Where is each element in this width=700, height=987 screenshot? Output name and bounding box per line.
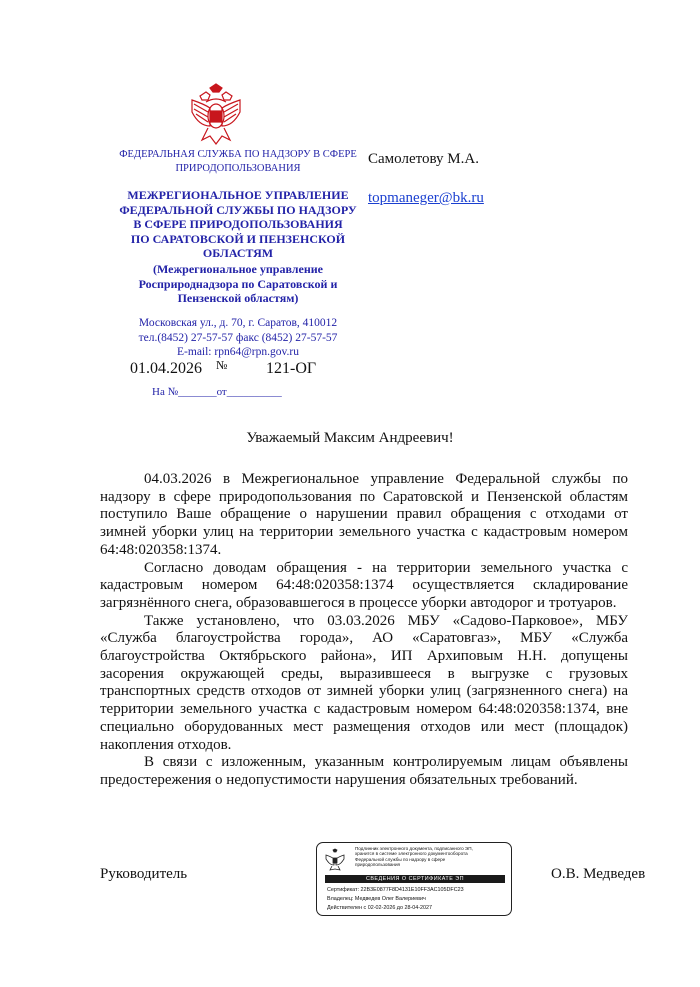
body-paragraph: 04.03.2026 в Межрегиональное управление Федеральной службы по надзору в сфере природопользования по Саратовской и Пензенской областям поступило Ваше обращение о нарушении правил обращения с отходами от зимней уборки улиц на территории земельного участка с кадастровым номером 64:48:020358:1374.	[100, 471, 628, 558]
agency-email: E-mail: rpn64@rpn.gov.ru	[177, 346, 299, 358]
document-number: 121-ОГ	[266, 360, 317, 377]
agency-parent-line: ФЕДЕРАЛЬНАЯ СЛУЖБА ПО НАДЗОРУ В СФЕРЕ	[119, 149, 357, 160]
agency-name-line: ОБЛАСТЯМ	[202, 246, 274, 261]
electronic-signature-stamp	[316, 842, 512, 916]
agency-name-line: МЕЖРЕГИОНАЛЬНОЕ УПРАВЛЕНИЕ	[127, 188, 349, 202]
number-sign: №	[216, 358, 228, 372]
agency-name-line: ФЕДЕРАЛЬНОЙ СЛУЖБЫ ПО НАДЗОРУ	[119, 202, 357, 217]
stamp-coat-of-arms-icon	[325, 848, 345, 872]
coat-of-arms-icon	[188, 82, 244, 148]
addressee-name: Самолетову М.А.	[368, 151, 479, 167]
stamp-notice-line: Федеральной службы по надзору в сфере	[355, 856, 446, 862]
stamp-owner: Владелец: Медведев Олег Валериевич	[327, 896, 426, 902]
stamp-notice	[355, 846, 509, 867]
letter-body	[100, 471, 628, 790]
agency-address: Московская ул., д. 70, г. Саратов, 410012	[138, 317, 338, 329]
addressee-email-link[interactable]: topmaneger@bk.ru	[368, 190, 484, 206]
agency-short-line: (Межрегиональное управление	[152, 262, 323, 276]
stamp-details	[327, 886, 464, 913]
body-paragraph: Также установлено, что 03.03.2026 МБУ «Садово-Парковое», МБУ «Служба благоустройства города», АО «Саратовгаз», МБУ «Служба благоустройства Октябрьского района», ИП Архиповым Н.Н. допущены засорения окружающей среды, выразившееся в выгрузке с грузовых транспортных средств отходов от зимней уборки улиц (загрязненного снега) на территории земельного участка с кадастровым номером 64:48:020358:1374, вне специально оборудованных мест размещения отходов или мест (площадок) накопления отходов.	[100, 612, 628, 753]
stamp-validity: Действителен с 02-02-2026 до 28-04-2027	[327, 905, 433, 911]
stamp-notice-line: природопользования	[355, 861, 401, 867]
stamp-notice-line: Подлинник электронного документа, подписанного ЭП,	[355, 846, 473, 851]
document-date: 01.04.2026	[130, 360, 202, 377]
stamp-notice-line: хранится в системе электронного документооборота	[355, 851, 468, 857]
stamp-certificate: Сертификат: 22B3E0877F8D4131E10FF3AC105DFC23	[327, 887, 464, 893]
reference-line: На №_______от__________	[152, 386, 282, 398]
agency-short-line: Росприроднадзора по Саратовской и	[138, 276, 338, 291]
agency-name-line: ПО САРАТОВСКОЙ И ПЕНЗЕНСКОЙ	[130, 231, 346, 246]
signatory-title: Руководитель	[100, 866, 188, 882]
greeting: Уважаемый Максим Андреевич!	[246, 430, 454, 446]
agency-short-name	[100, 262, 376, 306]
stamp-heading: СВЕДЕНИЯ О СЕРТИФИКАТЕ ЭП	[325, 875, 505, 883]
agency-phones: тел.(8452) 27-57-57 факс (8452) 27-57-57	[138, 331, 338, 344]
agency-name-line: В СФЕРЕ ПРИРОДОПОЛЬЗОВАНИЯ	[133, 217, 343, 232]
agency-parent-line: ПРИРОДОПОЛЬЗОВАНИЯ	[175, 163, 301, 174]
signatory-name: О.В. Медведев	[551, 866, 646, 882]
agency-name	[100, 188, 376, 261]
body-paragraph: В связи с изложенным, указанным контролируемым лицам объявлены предостережения о недопустимости нарушения обязательных требований.	[100, 754, 628, 788]
agency-contacts	[100, 316, 376, 360]
agency-short-line: Пензенской областям)	[177, 291, 299, 306]
body-paragraph: Согласно доводам обращения - на территории земельного участка с кадастровым номером 64:48:020358:1374 осуществляется складирование загрязнённого снега, образовавшегося в процессе уборки автодорог и тротуаров.	[100, 559, 628, 611]
agency-parent	[100, 148, 376, 176]
